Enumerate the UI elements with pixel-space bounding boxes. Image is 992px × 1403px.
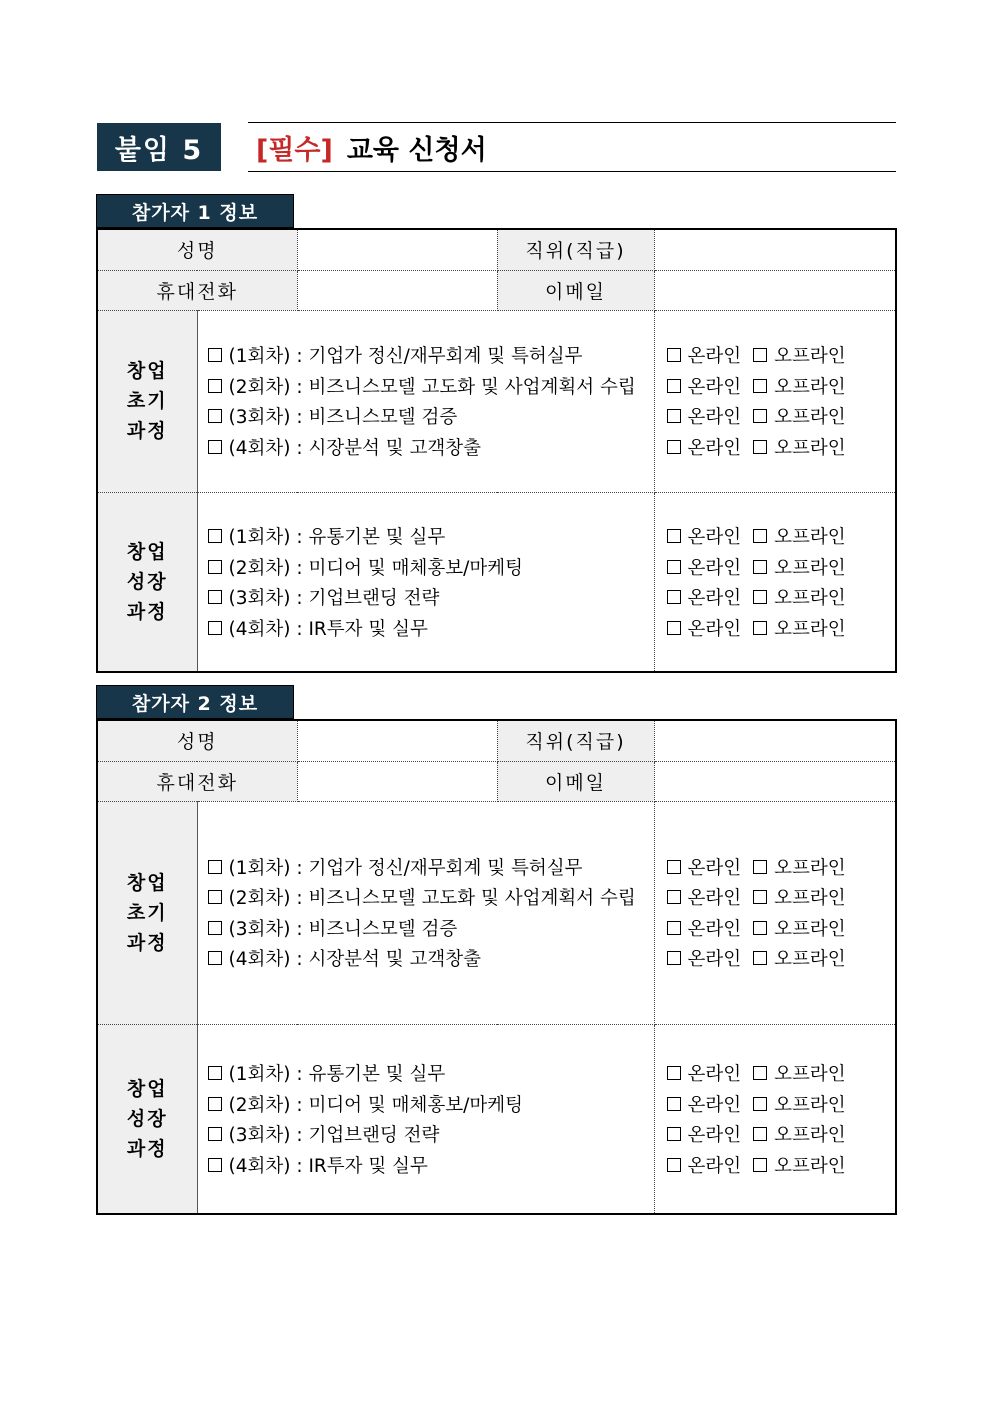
checkbox[interactable] [208,621,222,635]
offline-checkbox[interactable] [753,529,767,543]
online-checkbox[interactable] [667,379,681,393]
offline-checkbox[interactable] [753,1066,767,1080]
course-item[interactable]: (1회차) : 기업가 정신/재무회계 및 특허실무 [208,340,654,371]
checkbox[interactable] [208,921,222,935]
position-field[interactable] [654,229,896,270]
position-field[interactable] [654,720,896,761]
course-list-early [197,801,654,1024]
offline-checkbox[interactable] [753,348,767,362]
mode-row: 온라인 오프라인 [667,882,896,913]
online-checkbox[interactable] [667,348,681,362]
mode-row: 온라인 오프라인 [667,1058,896,1089]
checkbox[interactable] [208,409,222,423]
online-checkbox[interactable] [667,951,681,965]
mode-row: 온라인 오프라인 [667,432,896,463]
mode-row: 온라인 오프라인 [667,852,896,883]
course-item[interactable]: (2회차) : 비즈니스모델 고도화 및 사업계획서 수립 [208,371,654,402]
course-item[interactable]: (4회차) : 시장분석 및 고객창출 [208,432,654,463]
course-item[interactable]: (1회차) : 유통기본 및 실무 [208,521,654,552]
checkbox[interactable] [208,590,222,604]
checkbox[interactable] [208,529,222,543]
mode-row: 온라인 오프라인 [667,943,896,974]
offline-checkbox[interactable] [753,560,767,574]
checkbox[interactable] [208,379,222,393]
online-checkbox[interactable] [667,560,681,574]
course-item[interactable]: (1회차) : 기업가 정신/재무회계 및 특허실무 [208,852,654,883]
mode-row: 온라인 오프라인 [667,551,896,582]
online-checkbox[interactable] [667,440,681,454]
mode-list-early [654,310,896,492]
participant-2-table [96,719,897,1215]
mode-row: 온라인 오프라인 [667,1088,896,1119]
page-title [256,126,487,168]
offline-checkbox[interactable] [753,921,767,935]
participant-1-title: 참가자 1 정보 [96,194,294,228]
mode-list-growth [654,492,896,672]
offline-checkbox[interactable] [753,951,767,965]
mode-row: 온라인 오프라인 [667,371,896,402]
online-checkbox[interactable] [667,1158,681,1172]
online-checkbox[interactable] [667,409,681,423]
online-checkbox[interactable] [667,529,681,543]
course-label-early: 창업 초기 과정 [97,310,197,492]
checkbox[interactable] [208,440,222,454]
online-checkbox[interactable] [667,921,681,935]
position-label: 직위(직급) [497,229,654,270]
mode-row: 온라인 오프라인 [667,521,896,552]
name-field[interactable] [297,229,497,270]
mode-row: 온라인 오프라인 [667,582,896,613]
mode-row: 온라인 오프라인 [667,1119,896,1150]
email-label: 이메일 [497,761,654,801]
phone-field[interactable] [297,761,497,801]
participant-2-title: 참가자 2 정보 [96,685,294,719]
mode-list-early [654,801,896,1024]
offline-checkbox[interactable] [753,440,767,454]
offline-checkbox[interactable] [753,890,767,904]
phone-field[interactable] [297,270,497,310]
name-label: 성명 [97,229,297,270]
course-label-growth: 창업 성장 과정 [97,1024,197,1214]
online-checkbox[interactable] [667,590,681,604]
course-item[interactable]: (4회차) : IR투자 및 실무 [208,1149,654,1180]
offline-checkbox[interactable] [753,1158,767,1172]
online-checkbox[interactable] [667,1066,681,1080]
mode-row: 온라인 오프라인 [667,401,896,432]
attachment-badge: 붙임 5 [97,123,221,171]
name-label: 성명 [97,720,297,761]
course-item[interactable]: (3회차) : 기업브랜딩 전략 [208,582,654,613]
checkbox[interactable] [208,560,222,574]
position-label: 직위(직급) [497,720,654,761]
required-label: [필수] [256,134,333,166]
course-list-growth [197,1024,654,1214]
online-checkbox[interactable] [667,1097,681,1111]
course-item[interactable]: (3회차) : 기업브랜딩 전략 [208,1119,654,1150]
checkbox[interactable] [208,860,222,874]
course-list-growth [197,492,654,672]
course-item[interactable]: (3회차) : 비즈니스모델 검증 [208,913,654,944]
offline-checkbox[interactable] [753,1127,767,1141]
title-rule-bottom [248,171,896,172]
course-item[interactable]: (2회차) : 미디어 및 매체홍보/마케팅 [208,551,654,582]
online-checkbox[interactable] [667,621,681,635]
checkbox[interactable] [208,1066,222,1080]
checkbox[interactable] [208,890,222,904]
course-item[interactable]: (3회차) : 비즈니스모델 검증 [208,401,654,432]
offline-checkbox[interactable] [753,590,767,604]
course-label-growth: 창업 성장 과정 [97,492,197,672]
participant-1-section [96,194,895,673]
course-item[interactable]: (2회차) : 비즈니스모델 고도화 및 사업계획서 수립 [208,882,654,913]
online-checkbox[interactable] [667,890,681,904]
course-item[interactable]: (2회차) : 미디어 및 매체홍보/마케팅 [208,1088,654,1119]
participant-1-table [96,228,897,673]
offline-checkbox[interactable] [753,409,767,423]
offline-checkbox[interactable] [753,621,767,635]
checkbox[interactable] [208,1158,222,1172]
participant-2-section [96,685,895,1215]
checkbox[interactable] [208,951,222,965]
offline-checkbox[interactable] [753,1097,767,1111]
mode-row: 온라인 오프라인 [667,612,896,643]
title-rule-top [248,122,896,123]
checkbox[interactable] [208,348,222,362]
course-list-early [197,310,654,492]
email-field[interactable] [654,761,896,801]
checkbox[interactable] [208,1097,222,1111]
course-label-early: 창업 초기 과정 [97,801,197,1024]
mode-row: 온라인 오프라인 [667,340,896,371]
phone-label: 휴대전화 [97,761,297,801]
mode-row: 온라인 오프라인 [667,1149,896,1180]
mode-list-growth [654,1024,896,1214]
online-checkbox[interactable] [667,1127,681,1141]
checkbox[interactable] [208,1127,222,1141]
form-title: 교육 신청서 [346,134,487,166]
course-item[interactable]: (4회차) : 시장분석 및 고객창출 [208,943,654,974]
mode-row: 온라인 오프라인 [667,913,896,944]
online-checkbox[interactable] [667,860,681,874]
email-label: 이메일 [497,270,654,310]
offline-checkbox[interactable] [753,860,767,874]
name-field[interactable] [297,720,497,761]
phone-label: 휴대전화 [97,270,297,310]
offline-checkbox[interactable] [753,379,767,393]
email-field[interactable] [654,270,896,310]
course-item[interactable]: (4회차) : IR투자 및 실무 [208,612,654,643]
course-item[interactable]: (1회차) : 유통기본 및 실무 [208,1058,654,1089]
